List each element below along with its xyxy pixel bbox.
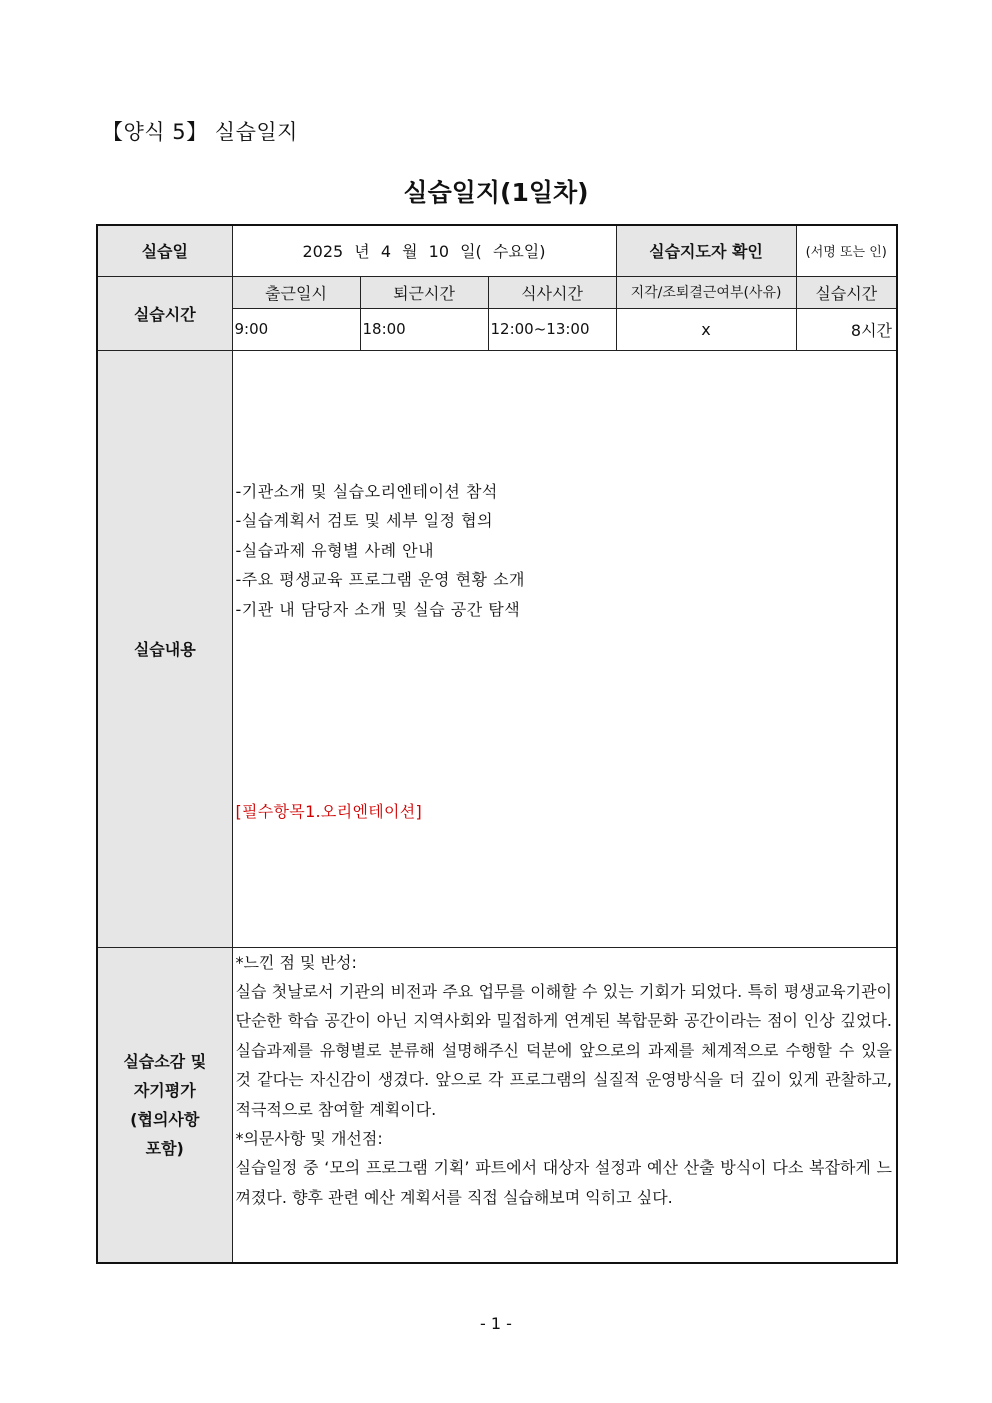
questions-heading: *의문사항 및 개선점: (235, 1128, 383, 1148)
supervisor-label: 실습지도자 확인 (616, 225, 796, 276)
reflection-cell[interactable] (232, 947, 897, 1263)
col-attendance: 지각/조퇴결근여부(사유) (616, 276, 796, 308)
reflection-label-line: 실습소감 및 (123, 1051, 207, 1071)
date-label: 실습일 (97, 225, 232, 276)
questions-text: 실습일정 중 ‘모의 프로그램 기획’ 파트에서 대상자 설정과 예산 산출 방식이 다소 복잡하게 느껴졌다. 향후 관련 예산 계획서를 직접 실습해보며 익히고 싶다. (235, 1158, 893, 1207)
hours-value[interactable]: 8시간 (796, 308, 897, 350)
time-header-row (97, 276, 897, 308)
content-line: -주요 평생교육 프로그램 운영 현황 소개 (235, 570, 525, 589)
date-row (97, 225, 897, 276)
content-line: -실습계획서 검토 및 세부 일정 협의 (235, 511, 494, 530)
checkin-value[interactable]: 9:00 (232, 308, 360, 350)
content-line: -기관 내 담당자 소개 및 실습 공간 탐색 (235, 599, 521, 619)
reflection-label (97, 947, 232, 1263)
practice-log-table (96, 224, 898, 1264)
col-hours: 실습시간 (796, 276, 897, 308)
content-list (236, 477, 526, 625)
signature-field[interactable]: (서명 또는 인) (796, 225, 897, 276)
reflection-label-line: (협의사항 (130, 1109, 200, 1129)
impressions-text: 실습 첫날로서 기관의 비전과 주요 업무를 이해할 수 있는 기회가 되었다. 특히 평생교육기관이 단순한 학습 공간이 아닌 지역사회와 밀접하게 연계된 복합문화 공간이라는 점이 인상 깊었다. 실습과제를 유형별로 분류해 설명해주신 덕분에 앞으로의 과제를 체계적으로 수행할 수 있을 것 같다는 자신감이 생겼다. 앞으로 각 프로그램의 실질적 운영방식을 더 깊이 있게 관찰하고, 적극적으로 참여할 계획이다. (235, 981, 893, 1119)
col-checkin: 출근일시 (232, 276, 360, 308)
attendance-value[interactable]: x (616, 308, 796, 350)
page-number: - 1 - (480, 1314, 512, 1333)
col-checkout: 퇴근시간 (360, 276, 488, 308)
reflection-label-line: 포함) (145, 1138, 184, 1158)
content-line: -기관소개 및 실습오리엔테이션 참석 (235, 481, 498, 501)
content-line: -실습과제 유형별 사례 안내 (235, 540, 435, 560)
reflection-row (97, 947, 897, 1263)
form-label: 【양식 5】 실습일지 (102, 120, 298, 144)
content-label: 실습내용 (97, 350, 232, 947)
time-label: 실습시간 (97, 276, 232, 350)
required-item-note: [필수항목1.오리엔테이션] (235, 801, 423, 821)
impressions-heading: *느낀 점 및 반성: (235, 952, 357, 972)
col-meal: 식사시간 (488, 276, 616, 308)
checkout-value[interactable]: 18:00 (360, 308, 488, 350)
page-title: 실습일지(1일차) (403, 178, 589, 207)
content-row (97, 350, 897, 947)
reflection-label-line: 자기평가 (133, 1080, 196, 1100)
meal-value[interactable]: 12:00~13:00 (488, 308, 616, 350)
date-value[interactable]: 2025 년 4 월 10 일( 수요일) (232, 225, 616, 276)
content-cell[interactable] (232, 350, 897, 947)
